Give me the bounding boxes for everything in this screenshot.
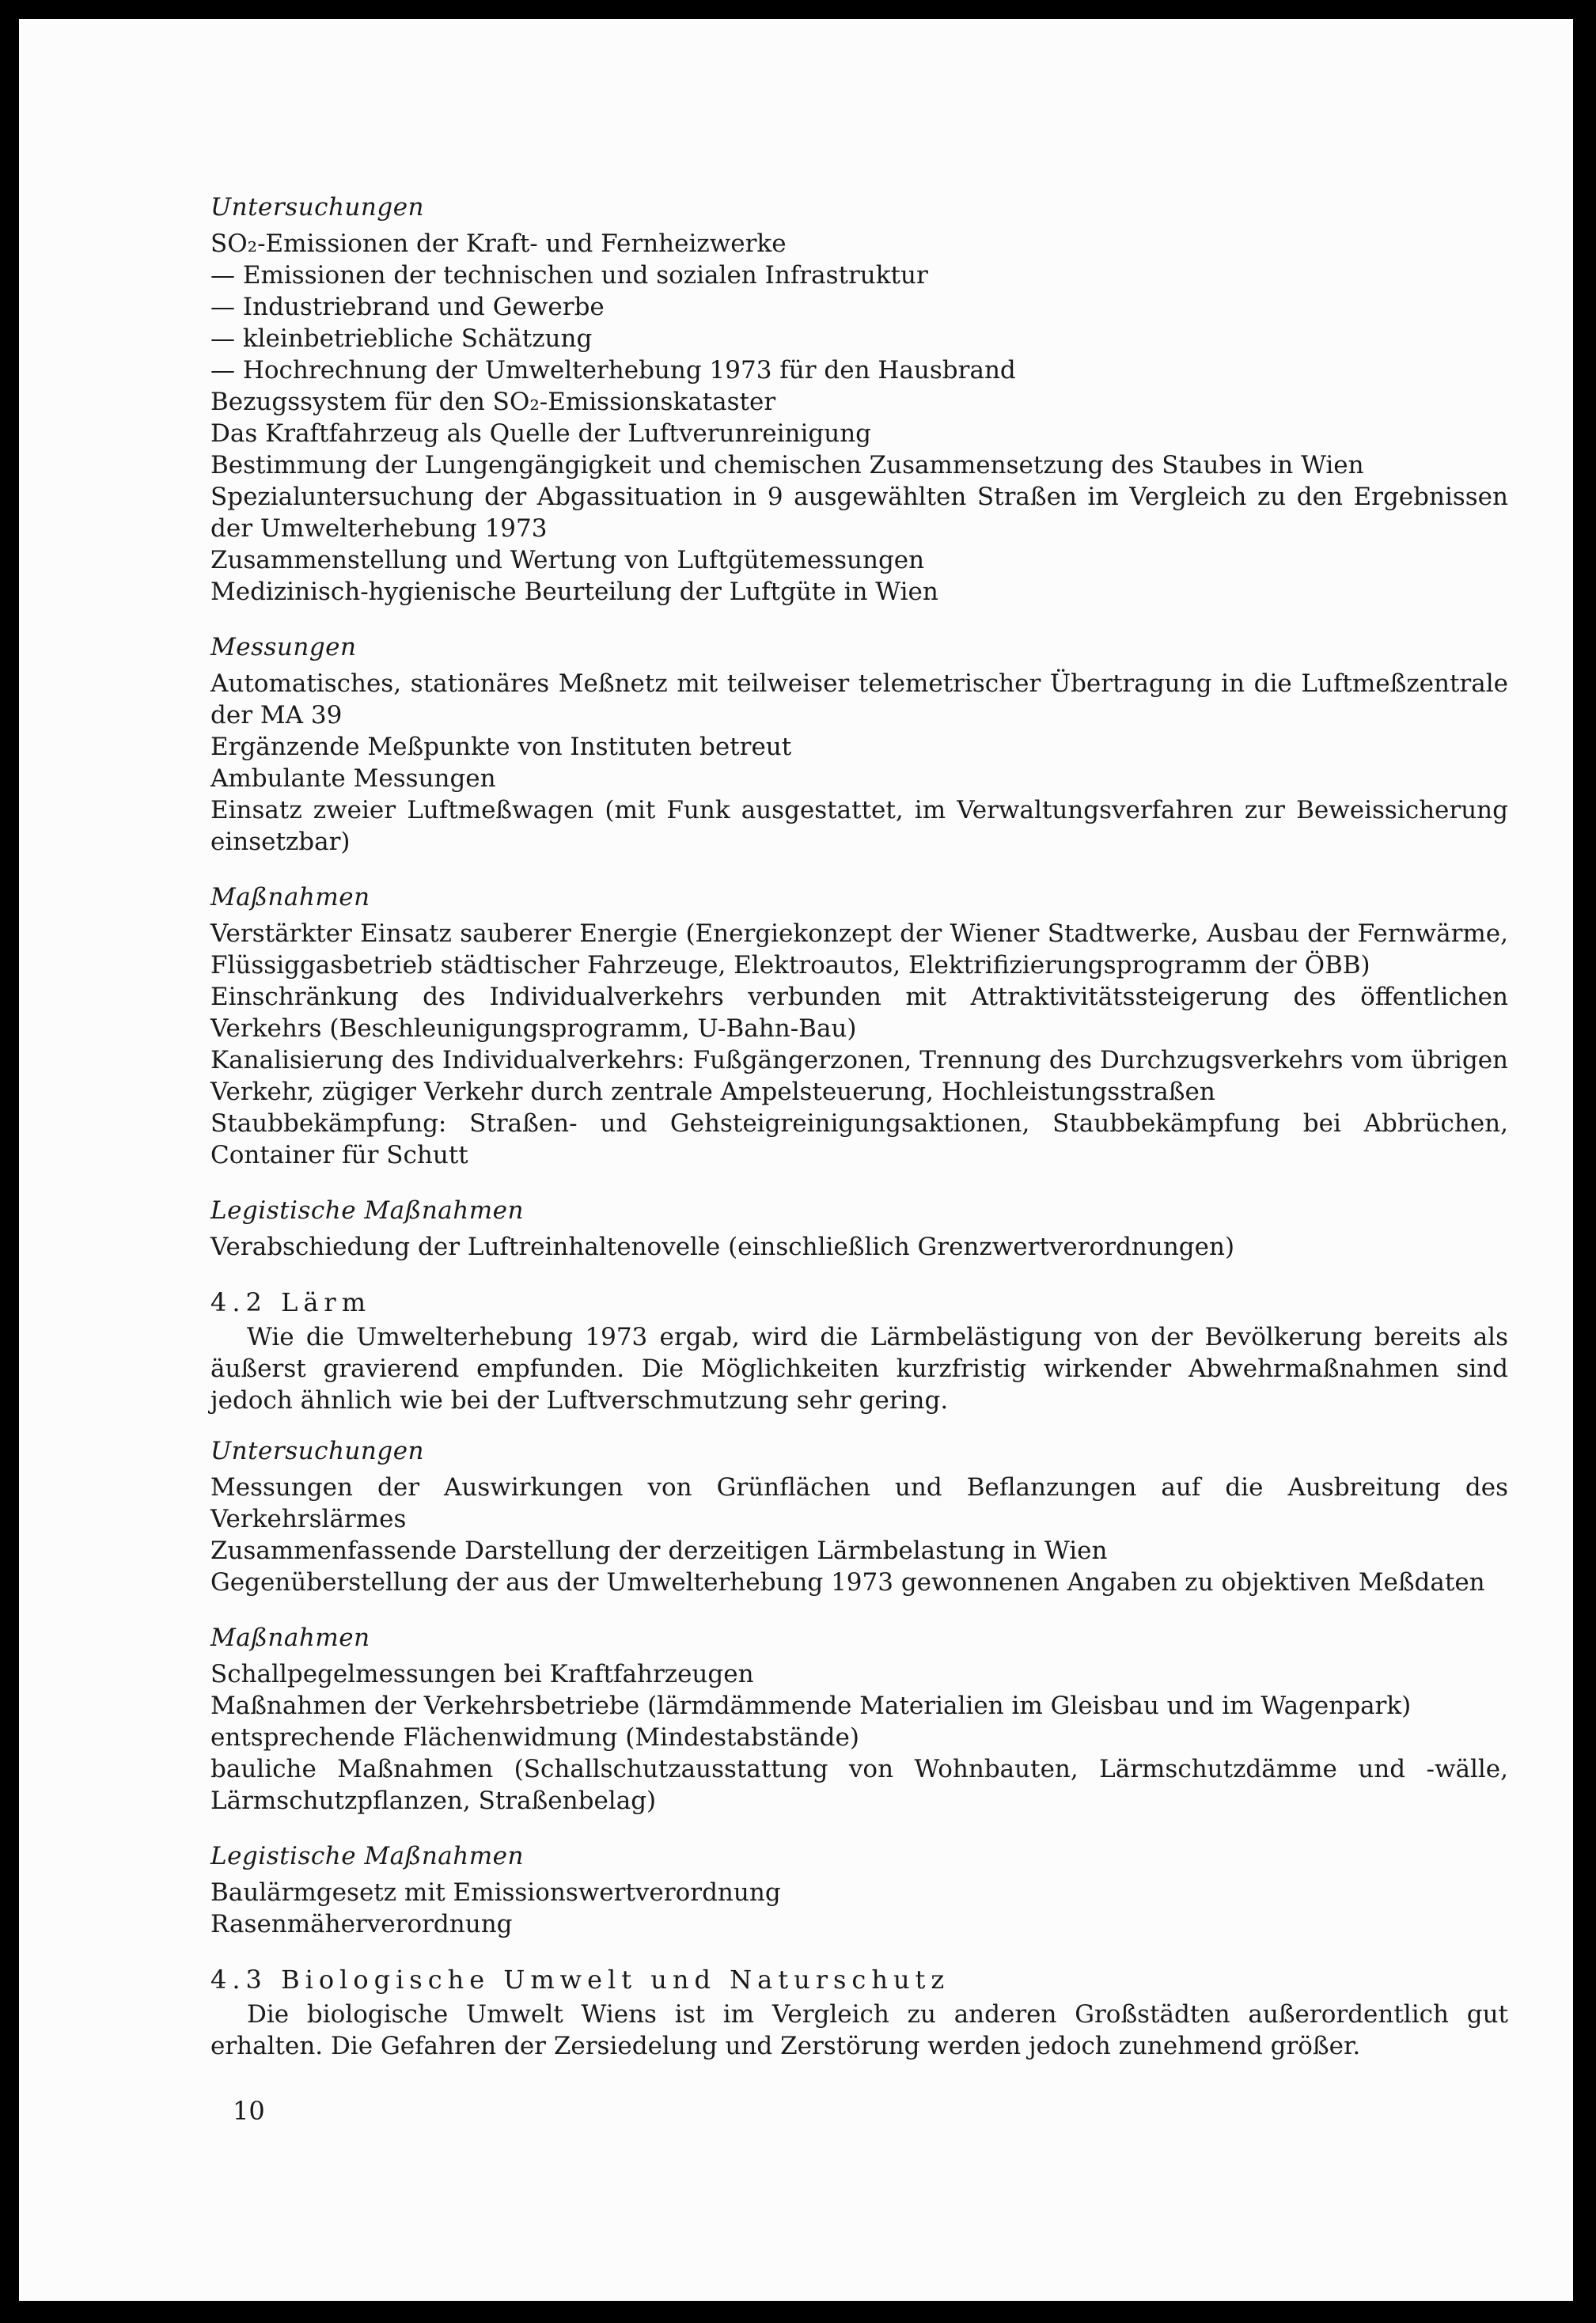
list-item: Verstärkter Einsatz sauberer Energie (Energiekonzept der Wiener Stadtwerke, Ausbau der Fernwärme, Flüssiggasbetrieb städtischer Fahrzeuge, Elektroautos, Elektrifizierungsprogramm der ÖBB)	[210, 919, 1508, 980]
section-title: 4.3 Biologische Umwelt und Naturschutz	[210, 1965, 950, 1995]
section-title: 4.2 Lärm	[210, 1287, 372, 1317]
untersuchungen-noise-block	[210, 1435, 1508, 1598]
untersuchungen-air-block	[210, 191, 1508, 608]
list-item: Medizinisch-hygienische Beurteilung der Luftgüte in Wien	[210, 578, 938, 606]
section-intro: Wie die Umwelterhebung 1973 ergab, wird die Lärmbelästigung von der Bevölkerung bereits als äußerst gravierend empfunden. Die Möglichkeiten kurzfristig wirkender Abwehrmaßnahmen sind jedoch ähnlich wie bei der Luftverschmutzung sehr gering.	[210, 1323, 1508, 1415]
list-item: Einsatz zweier Luftmeßwagen (mit Funk ausgestattet, im Verwaltungsverfahren zur Beweissicherung einsetzbar)	[210, 796, 1508, 856]
list-item: bauliche Maßnahmen (Schallschutzausstattung von Wohnbauten, Lärmschutzdämme und -wälle, Lärmschutzpflanzen, Straßenbelag)	[210, 1755, 1508, 1815]
list-item: Gegenüberstellung der aus der Umwelterhebung 1973 gewonnenen Angaben zu objektiven Meßdaten	[210, 1568, 1485, 1597]
list-item: — Industriebrand und Gewerbe	[210, 293, 605, 321]
list-item: Zusammenstellung und Wertung von Luftgütemessungen	[210, 546, 925, 574]
document-page	[19, 19, 1573, 2301]
messungen-heading: Messungen	[210, 633, 357, 661]
list-item: Verabschiedung der Luftreinhaltenovelle (einschließlich Grenzwertverordnungen)	[210, 1233, 1235, 1261]
massnahmen-heading: Maßnahmen	[210, 1624, 370, 1652]
massnahmen-noise-block	[210, 1622, 1508, 1817]
section-intro: Die biologische Umwelt Wiens ist im Vergleich zu anderen Großstädten außerordentlich gut erhalten. Die Gefahren der Zersiedelung und Zerstörung werden jedoch zunehmend größer.	[210, 2000, 1508, 2060]
list-item: entsprechende Flächenwidmung (Mindestabstände)	[210, 1723, 859, 1752]
page-content	[210, 191, 1508, 2086]
page-number: 10	[233, 2096, 265, 2126]
list-item: Ambulante Messungen	[210, 764, 496, 793]
list-item: Bezugssystem für den SO₂-Emissionskataster	[210, 388, 776, 416]
legistische-noise-block	[210, 1840, 1508, 1940]
list-item: Ergänzende Meßpunkte von Instituten betreut	[210, 733, 792, 761]
list-item: SO₂-Emissionen der Kraft- und Fernheizwerke	[210, 229, 787, 258]
list-item: Staubbekämpfung: Straßen- und Gehsteigreinigungsaktionen, Staubbekämpfung bei Abbrüchen, Container für Schutt	[210, 1109, 1508, 1169]
untersuchungen-heading: Untersuchungen	[210, 193, 425, 222]
list-item: Messungen der Auswirkungen von Grünflächen und Beflanzungen auf die Ausbreitung des Verkehrslärmes	[210, 1473, 1508, 1533]
list-item: Schallpegelmessungen bei Kraftfahrzeugen	[210, 1660, 754, 1688]
section-4-2	[210, 1287, 1508, 1416]
list-item: Baulärmgesetz mit Emissionswertverordnung	[210, 1878, 781, 1907]
list-item: — Emissionen der technischen und sozialen Infrastruktur	[210, 261, 928, 290]
section-4-3	[210, 1964, 1508, 2062]
legistische-heading: Legistische Maßnahmen	[210, 1196, 524, 1225]
legistische-air-block	[210, 1195, 1508, 1263]
list-item: Kanalisierung des Individualverkehrs: Fußgängerzonen, Trennung des Durchzugsverkehrs vom übrigen Verkehr, zügiger Verkehr durch zentrale Ampelsteuerung, Hochleistungsstraßen	[210, 1046, 1508, 1106]
massnahmen-heading: Maßnahmen	[210, 883, 370, 911]
massnahmen-air-block	[210, 881, 1508, 1171]
list-item: Bestimmung der Lungengängigkeit und chemischen Zusammensetzung des Staubes in Wien	[210, 451, 1364, 479]
list-item: Zusammenfassende Darstellung der derzeitigen Lärmbelastung in Wien	[210, 1537, 1108, 1565]
list-item: Das Kraftfahrzeug als Quelle der Luftverunreinigung	[210, 419, 872, 448]
list-item: Automatisches, stationäres Meßnetz mit teilweiser telemetrischer Übertragung in die Luftmeßzentrale der MA 39	[210, 669, 1508, 729]
list-item: Rasenmäherverordnung	[210, 1910, 513, 1938]
untersuchungen-heading: Untersuchungen	[210, 1437, 425, 1465]
list-item: — kleinbetriebliche Schätzung	[210, 324, 593, 353]
messungen-block	[210, 631, 1508, 858]
list-item: Einschränkung des Individualverkehrs verbunden mit Attraktivitätssteigerung des öffentlichen Verkehrs (Beschleunigungsprogramm, U-Bahn-Bau)	[210, 983, 1508, 1043]
list-item: Spezialuntersuchung der Abgassituation in 9 ausgewählten Straßen im Vergleich zu den Ergebnissen der Umwelterhebung 1973	[210, 483, 1508, 543]
list-item: — Hochrechnung der Umwelterhebung 1973 für den Hausbrand	[210, 356, 1016, 385]
list-item: Maßnahmen der Verkehrsbetriebe (lärmdämmende Materialien im Gleisbau und im Wagenpark)	[210, 1692, 1412, 1720]
legistische-heading: Legistische Maßnahmen	[210, 1842, 524, 1870]
